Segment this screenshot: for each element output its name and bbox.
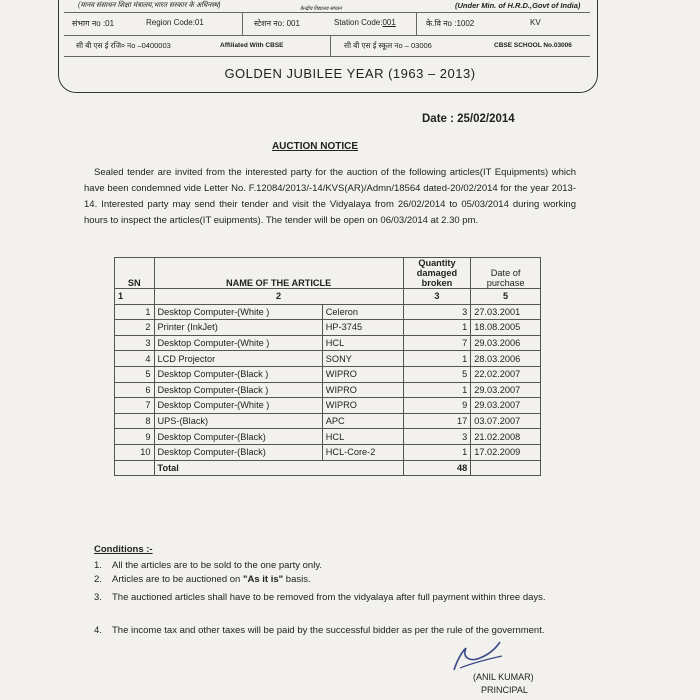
table-row — [115, 304, 541, 320]
col-num-date: 5 — [471, 289, 541, 305]
notice-date: Date : 25/02/2014 — [422, 113, 515, 125]
row-article-model: WIPRO — [322, 398, 403, 414]
row-article-model: HP-3745 — [322, 320, 403, 336]
table-row — [115, 366, 541, 382]
row-article-name: Desktop Computer-(White ) — [154, 398, 322, 414]
row-sn: 10 — [115, 444, 155, 460]
row-purchase-date: 29.03.2007 — [471, 382, 541, 398]
region-code: Region Code:01 — [146, 18, 204, 27]
row-purchase-date: 17.02.2009 — [471, 444, 541, 460]
row-quantity: 1 — [403, 351, 471, 367]
header-name: NAME OF THE ARTICLE — [154, 258, 403, 289]
row-article-model: HCL-Core-2 — [322, 444, 403, 460]
header-qty: Quantity damaged broken — [403, 258, 471, 289]
table-row — [115, 413, 541, 429]
row-article-model: HCL — [322, 429, 403, 445]
row-article-name: Desktop Computer-(White ) — [154, 335, 322, 351]
row-article-name: Desktop Computer-(Black) — [154, 444, 322, 460]
signatory-role: PRINCIPAL — [481, 685, 528, 695]
row-purchase-date: 28.03.2006 — [471, 351, 541, 367]
row-purchase-date: 29.03.2007 — [471, 398, 541, 414]
row-article-model: Celeron — [322, 304, 403, 320]
affiliated-cbse: Affiliated With CBSE — [220, 42, 284, 49]
row-quantity: 9 — [403, 398, 471, 414]
table-row — [115, 398, 541, 414]
header-date: Date of purchase — [471, 258, 541, 289]
conditions-title: Conditions :- — [94, 544, 153, 555]
letterhead-codes-row-2 — [64, 36, 590, 57]
kv-code: के.वि नo :1002 — [426, 19, 475, 28]
col-num-sn: 1 — [115, 289, 155, 305]
row-article-name: UPS-(Black) — [154, 413, 322, 429]
signature-scribble — [440, 618, 520, 678]
sangathan-hindi: केन्द्रीय विद्यालय संगठन — [300, 6, 342, 12]
header-sn: SN — [115, 258, 155, 289]
row-purchase-date: 21.02.2008 — [471, 429, 541, 445]
row-article-name: Desktop Computer-(Black ) — [154, 382, 322, 398]
row-sn: 6 — [115, 382, 155, 398]
cbse-school-no: CBSE SCHOOL No.03006 — [494, 42, 572, 49]
cbse-reg-no: सी बी एस ई रजि० नo –0400003 — [76, 41, 171, 50]
row-article-model: APC — [322, 413, 403, 429]
condition-item-2: 2. Articles are to be auctioned on "As it is" basis. — [94, 574, 311, 585]
total-row — [115, 460, 541, 476]
table-row — [115, 351, 541, 367]
row-article-name: Desktop Computer-(Black ) — [154, 366, 322, 382]
table-row — [115, 335, 541, 351]
table-row — [115, 429, 541, 445]
row-quantity: 1 — [403, 444, 471, 460]
condition-item-1: 1. All the articles are to be sold to the one party only. — [94, 560, 322, 571]
row-quantity: 5 — [403, 366, 471, 382]
col-num-qty: 3 — [403, 289, 471, 305]
station-hindi: स्टेशन नo: 001 — [254, 19, 300, 28]
sambhag-code: संभाग नo :01 — [72, 19, 115, 28]
row-sn: 8 — [115, 413, 155, 429]
row-sn: 2 — [115, 320, 155, 336]
row-article-name: LCD Projector — [154, 351, 322, 367]
row-article-name: Printer (InkJet) — [154, 320, 322, 336]
row-article-name: Desktop Computer-(Black) — [154, 429, 322, 445]
station-code: Station Code:001 — [334, 18, 396, 27]
table-row — [115, 444, 541, 460]
row-article-model: WIPRO — [322, 366, 403, 382]
cbse-school-hindi: सी बी एस ई स्कूल नo – 03006 — [344, 41, 432, 50]
row-quantity: 1 — [403, 320, 471, 336]
condition-item-3: 3. The auctioned articles shall have to be removed from the vidyalaya after full payment within three days. — [94, 592, 546, 603]
column-number-row — [115, 289, 541, 305]
total-qty: 48 — [403, 460, 471, 476]
ministry-hindi: (मानव संसाधन शिक्षा मंत्रालय,भारत सरकार के अधिनस्थ) — [78, 2, 221, 9]
row-sn: 4 — [115, 351, 155, 367]
table-header-row — [115, 258, 541, 289]
row-article-name: Desktop Computer-(White ) — [154, 304, 322, 320]
row-purchase-date: 18.08.2005 — [471, 320, 541, 336]
row-sn: 1 — [115, 304, 155, 320]
row-purchase-date: 22.02.2007 — [471, 366, 541, 382]
articles-table — [114, 257, 541, 476]
row-article-model: HCL — [322, 335, 403, 351]
table-row — [115, 320, 541, 336]
ministry-english: (Under Min. of H.R.D.,Govt of India) — [455, 1, 581, 10]
row-quantity: 17 — [403, 413, 471, 429]
row-article-model: SONY — [322, 351, 403, 367]
notice-paragraph: Sealed tender are invited from the interested party for the auction of the following articles(IT Equipments) which have been condemned vide Letter No. F.12084/2013/-14/KVS(AR)/Admn/18564 dated-20/02/2014 for the year 2013-14. Interested party may send their tender and visit the Vidyalaya from 26/02/2014 to 05/03/2014 during working hours to inspect the articles(IT euipments). The tender will be open on 06/03/2014 at 2.30 pm. — [84, 167, 576, 226]
row-quantity: 3 — [403, 304, 471, 320]
row-purchase-date: 29.03.2006 — [471, 335, 541, 351]
golden-jubilee-heading: GOLDEN JUBILEE YEAR (1963 – 2013) — [224, 66, 476, 81]
row-purchase-date: 27.03.2001 — [471, 304, 541, 320]
signatory-name: (ANIL KUMAR) — [473, 672, 534, 682]
row-article-model: WIPRO — [322, 382, 403, 398]
row-sn: 3 — [115, 335, 155, 351]
condition-item-4: 4. The income tax and other taxes will be paid by the successful bidder as per the rule of the government. — [94, 625, 545, 636]
row-purchase-date: 03.07.2007 — [471, 413, 541, 429]
row-sn: 7 — [115, 398, 155, 414]
row-sn: 9 — [115, 429, 155, 445]
row-sn: 5 — [115, 366, 155, 382]
notice-title: AUCTION NOTICE — [271, 141, 359, 152]
row-quantity: 7 — [403, 335, 471, 351]
kv-label: KV — [530, 18, 541, 27]
letterhead-codes-row-1 — [64, 12, 590, 36]
row-quantity: 3 — [403, 429, 471, 445]
total-label: Total — [154, 460, 322, 476]
col-num-name: 2 — [154, 289, 403, 305]
row-quantity: 1 — [403, 382, 471, 398]
table-row — [115, 382, 541, 398]
